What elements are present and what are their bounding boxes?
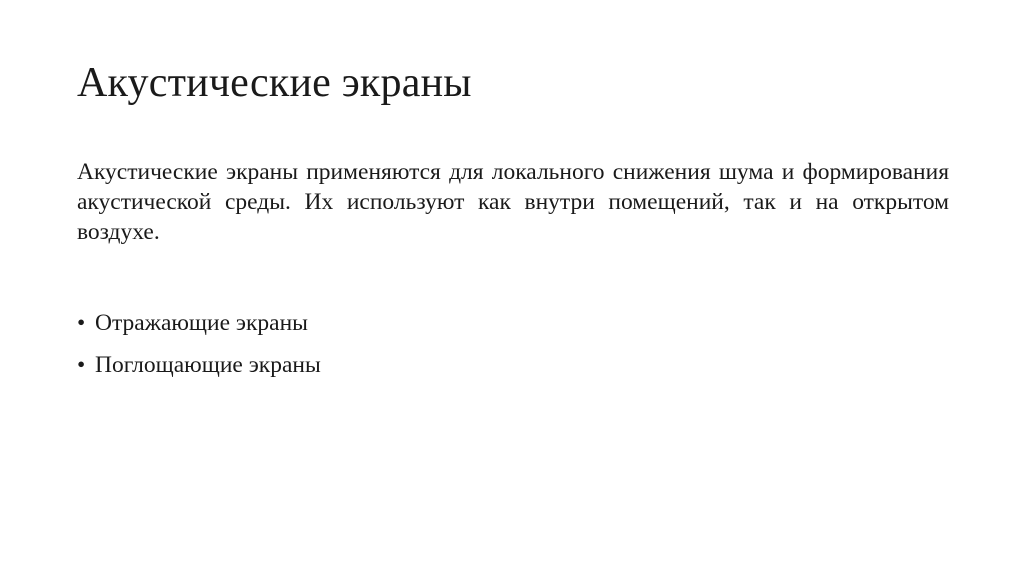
slide-title: Акустические экраны xyxy=(77,60,472,106)
bullet-text: Поглощающие экраны xyxy=(95,352,321,378)
bullet-list xyxy=(77,308,321,392)
bullet-text: Отражающие экраны xyxy=(95,310,308,336)
bullet-marker: • xyxy=(77,352,86,378)
slide-paragraph: Акустические экраны применяются для локального снижения шума и формирования акустической среды. Их используют как внутри помещений, так и на открытом воздухе. xyxy=(77,159,949,245)
bullet-marker: • xyxy=(77,310,86,336)
bullet-item-reflecting xyxy=(77,308,321,338)
bullet-item-absorbing xyxy=(77,350,321,380)
